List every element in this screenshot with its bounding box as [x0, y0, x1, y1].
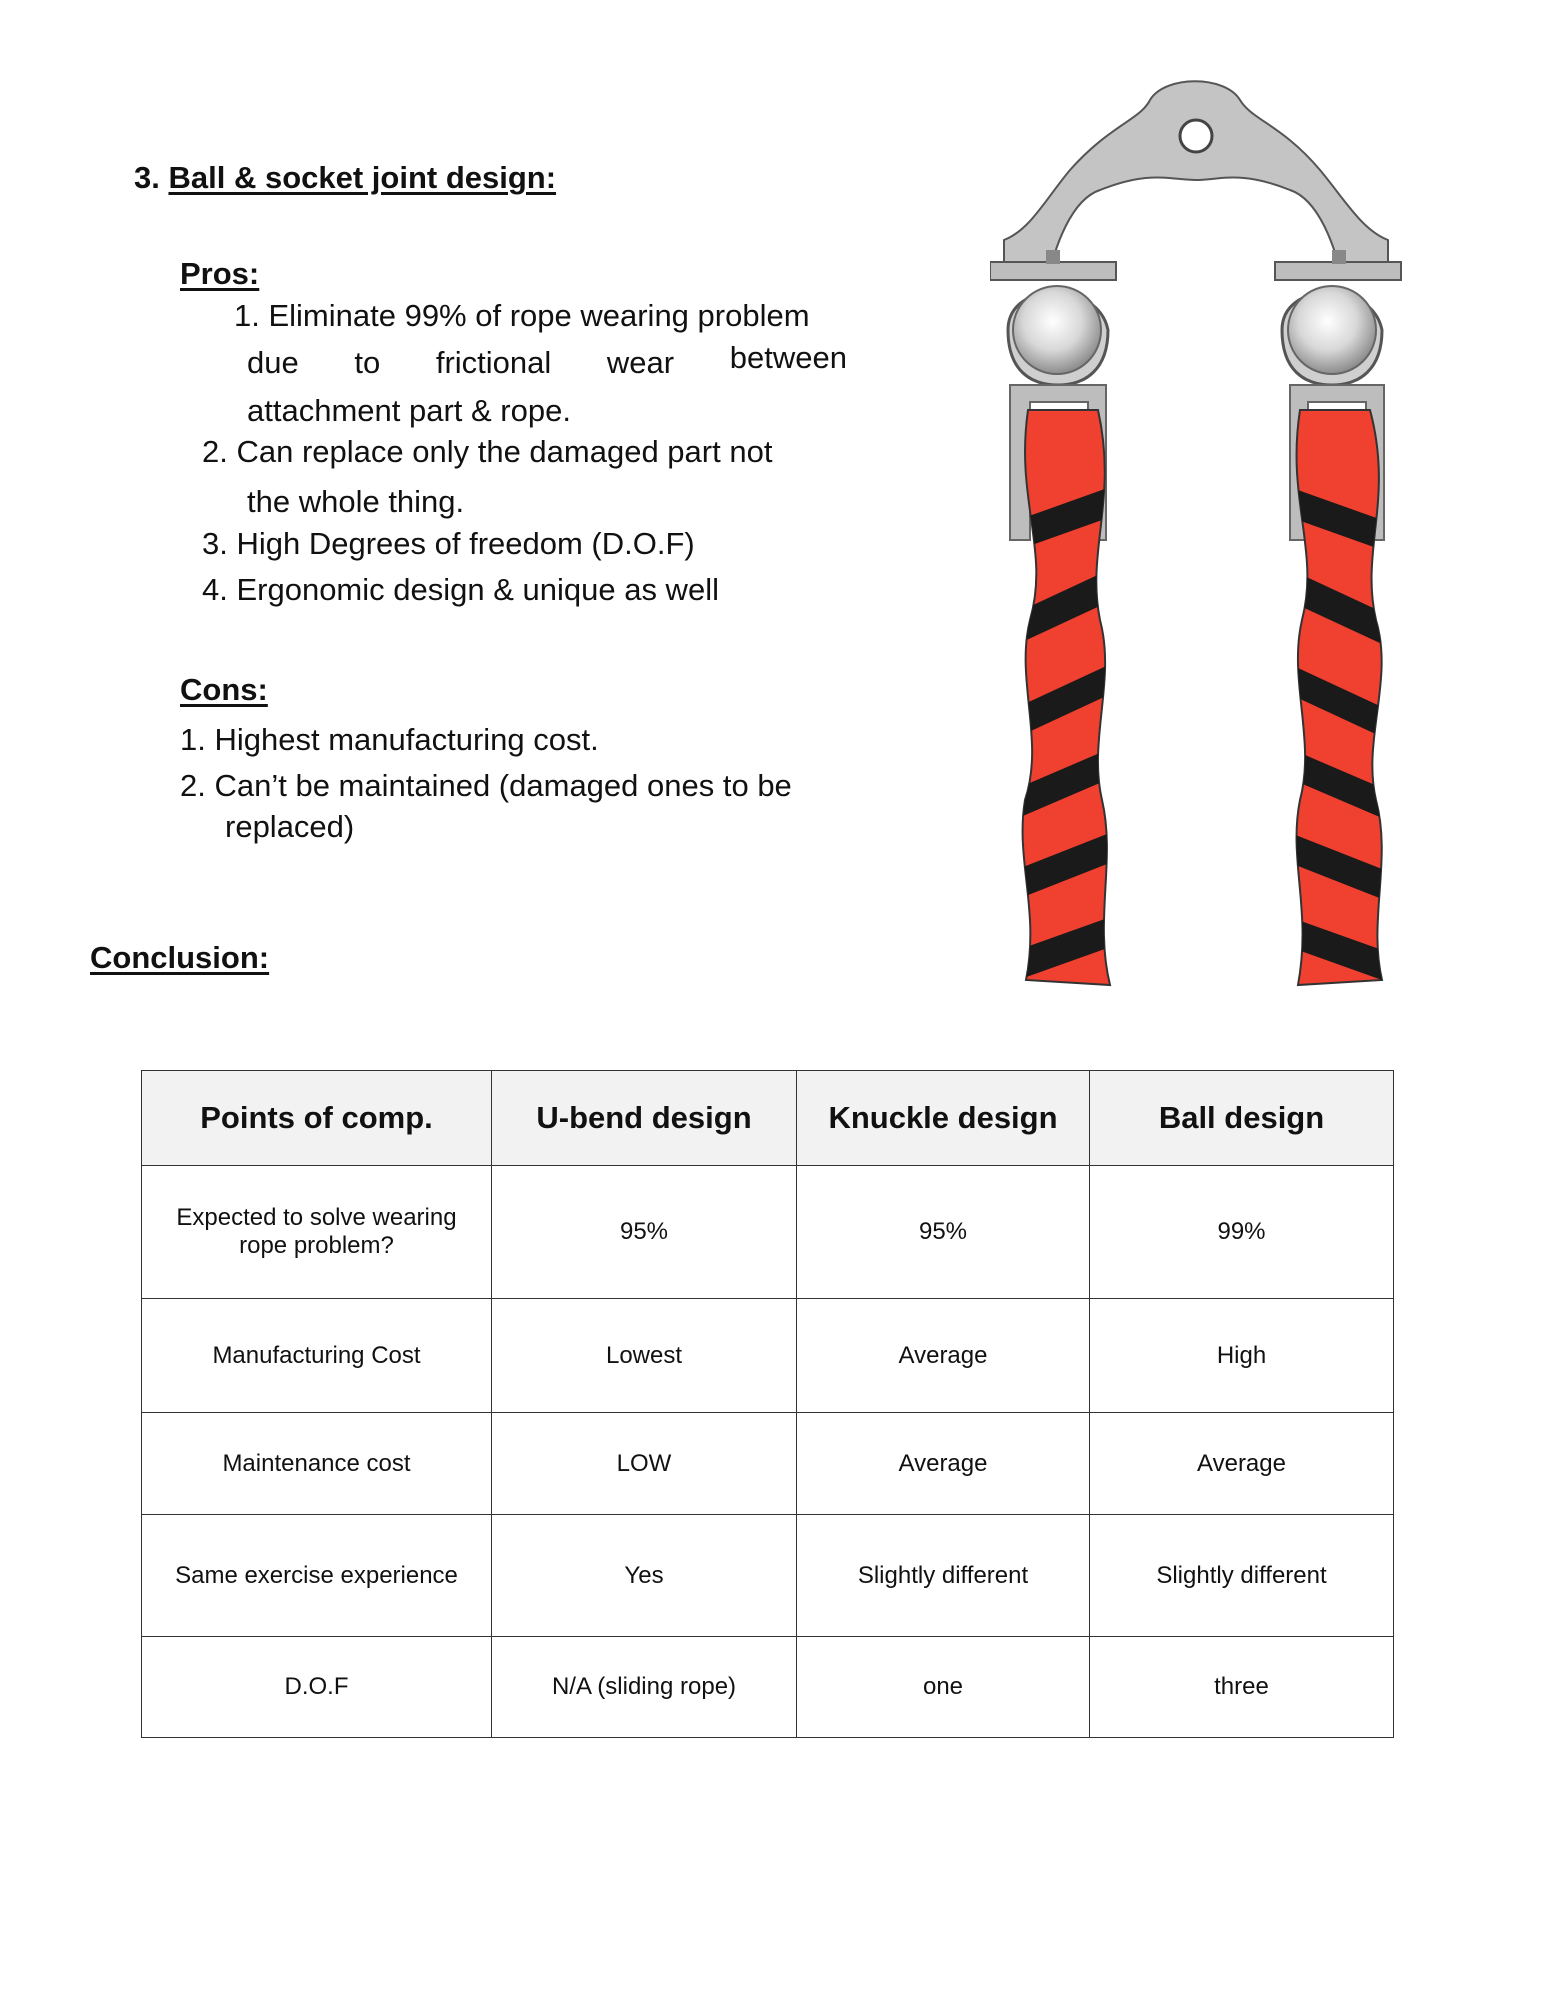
section-title: Ball & socket joint design: [168, 160, 557, 195]
table-cell: D.O.F [142, 1637, 492, 1738]
pros-item-3: 3. High Degrees of freedom (D.O.F) [202, 526, 695, 561]
table-cell: Slightly different [797, 1515, 1090, 1637]
ball-socket-handle-illustration [990, 80, 1430, 1010]
table-cell: N/A (sliding rope) [492, 1637, 797, 1738]
table-cell: High [1090, 1299, 1394, 1413]
column-header: U-bend design [492, 1071, 797, 1166]
pros-item-2-line-2: the whole thing. [247, 484, 465, 519]
table-cell: LOW [492, 1413, 797, 1515]
pros-item-1-line-3: attachment part & rope. [247, 393, 571, 428]
table-cell: Maintenance cost [142, 1413, 492, 1515]
justified-word: frictional [435, 345, 552, 380]
pros-item-1-line-1: 1. Eliminate 99% of rope wearing problem [234, 298, 810, 333]
column-header: Points of comp. [142, 1071, 492, 1166]
justified-word: between [729, 340, 847, 375]
pros-heading: Pros: [180, 256, 260, 291]
table-row [142, 1515, 1394, 1637]
section-heading [134, 160, 556, 196]
cons-item-2-line-2: replaced) [225, 809, 355, 844]
cons-item-1: 1. Highest manufacturing cost. [180, 722, 599, 757]
section-number: 3. [134, 160, 160, 195]
table-cell: 95% [492, 1166, 797, 1299]
table-cell: 95% [797, 1166, 1090, 1299]
cons-heading: Cons: [180, 672, 268, 707]
table-cell: Expected to solve wearing rope problem? [142, 1166, 492, 1299]
table-cell: Yes [492, 1515, 797, 1637]
cons-item-2-line-1: 2. Can’t be maintained (damaged ones to be [180, 768, 792, 803]
comparison-table [141, 1070, 1394, 1738]
table-cell: 99% [1090, 1166, 1394, 1299]
table-row [142, 1637, 1394, 1738]
column-header: Knuckle design [797, 1071, 1090, 1166]
table-row [142, 1413, 1394, 1515]
pros-item-1-line-2 [247, 340, 847, 381]
conclusion-heading: Conclusion: [90, 940, 270, 975]
table-cell: one [797, 1637, 1090, 1738]
table-cell: Average [1090, 1413, 1394, 1515]
table-cell: Average [797, 1299, 1090, 1413]
table-cell: three [1090, 1637, 1394, 1738]
justified-word: due [247, 345, 299, 380]
table-cell: Same exercise experience [142, 1515, 492, 1637]
justified-word: wear [606, 345, 675, 380]
table-cell: Lowest [492, 1299, 797, 1413]
justified-word: to [354, 345, 381, 380]
table-row [142, 1166, 1394, 1299]
table-row [142, 1299, 1394, 1413]
pros-item-4: 4. Ergonomic design & unique as well [202, 572, 719, 607]
table-header-row [142, 1071, 1394, 1166]
column-header: Ball design [1090, 1071, 1394, 1166]
pros-item-2-line-1: 2. Can replace only the damaged part not [202, 434, 773, 469]
table-cell: Manufacturing Cost [142, 1299, 492, 1413]
table-cell: Slightly different [1090, 1515, 1394, 1637]
bracket [990, 81, 1401, 280]
table-cell: Average [797, 1413, 1090, 1515]
